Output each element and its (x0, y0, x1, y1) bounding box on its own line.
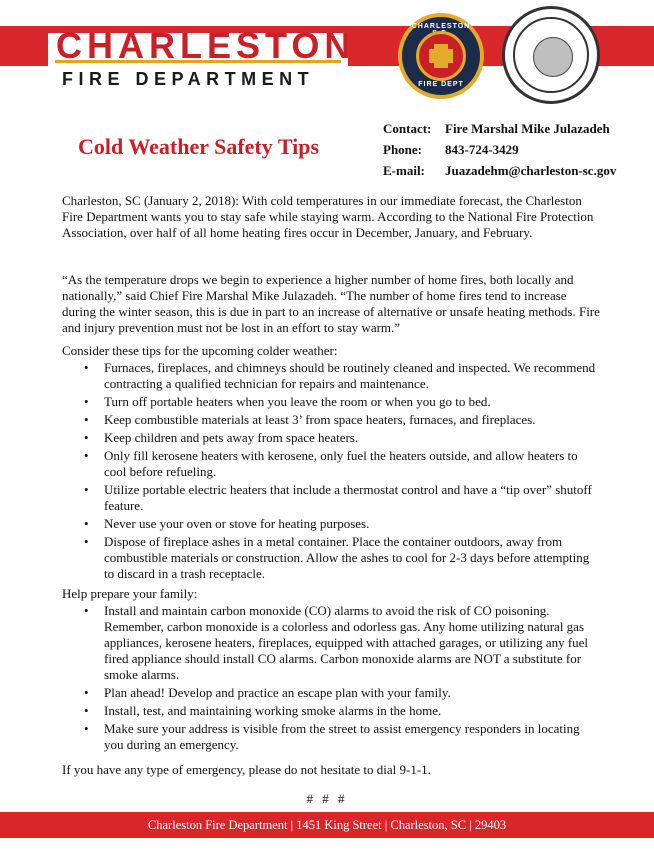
quote-paragraph: “As the temperature drops we begin to experience a higher number of home fires, both locally and nationally,” said Chief Fire Marshal Mike Julazadeh. “The number of home fires tend to increase during the winter season, this is due in part to an increase of alternative or unsafe heating methods. Fire and injury prevention must not be lost in an effort to stay warm.” (62, 272, 600, 335)
footer-address-bar: Charleston Fire Department | 1451 King Street | Charleston, SC | 29403 (0, 812, 654, 838)
family-tips-list (62, 603, 602, 755)
end-mark: # # # (306, 791, 348, 806)
list-item (62, 412, 602, 428)
list-item-text: Dispose of fireplace ashes in a metal container. Place the container outdoors, away from combustible materials or construction. Allow the ashes to cool for 2-3 days before attempting to discard in a trash receptacle. (104, 534, 590, 581)
bullet-icon: • (84, 703, 89, 718)
intro-paragraph: Charleston, SC (January 2, 2018): With cold temperatures in our immediate forecast, the Charleston Fire Department wants you to stay safe while staying warm. According to the National Fire Protection Association, over half of all home heating fires occur in December, January, and February. (62, 193, 594, 240)
contact-name: Fire Marshal Mike Julazadeh (445, 121, 610, 136)
badge-text-top: CHARLESTON (411, 23, 471, 30)
closing-paragraph: If you have any type of emergency, please do not hesitate to dial 9-1-1. (62, 762, 431, 777)
contact-label: Contact: (383, 121, 432, 136)
contact-block (383, 118, 616, 181)
list-item (62, 603, 602, 683)
bullet-icon: • (84, 360, 89, 375)
bullet-icon: • (84, 721, 89, 736)
list-item (62, 482, 602, 514)
contact-label: Phone: (383, 142, 422, 157)
family-intro: Help prepare your family: (62, 586, 198, 601)
bullet-icon: • (84, 482, 89, 497)
list-item (62, 394, 602, 410)
list-item (62, 430, 602, 446)
tips-intro: Consider these tips for the upcoming colder weather: (62, 343, 338, 358)
bullet-icon: • (84, 603, 89, 618)
seal-ring (513, 17, 589, 93)
badge-text-bottom: FIRE DEPT (418, 81, 464, 88)
contact-email[interactable]: Juazadehm@charleston-sc.gov (445, 163, 617, 178)
bullet-icon: • (84, 448, 89, 463)
bullet-icon: • (84, 394, 89, 409)
list-item-text: Make sure your address is visible from the street to assist emergency responders in locating you during an emergency. (104, 721, 580, 752)
list-item-text: Turn off portable heaters when you leave the room or when you go to bed. (104, 394, 491, 409)
list-item (62, 703, 602, 719)
contact-row (383, 139, 616, 160)
list-item-text: Plan ahead! Develop and practice an escape plan with your family. (104, 685, 451, 700)
bullet-icon: • (84, 430, 89, 445)
dept-subtitle: FIRE DEPARTMENT (62, 69, 315, 89)
maltese-cross-icon (416, 31, 466, 81)
dept-name: CHARLESTON (56, 25, 356, 66)
list-item-text: Install and maintain carbon monoxide (CO) alarms to avoid the risk of CO poisoning. Remember, carbon monoxide is a colorless and odorless gas. Any home utilizing natural gas appliances, kerosene heaters, fireplaces, equipped with attached garages, or utilizing any fuel fired appliance should install CO alarms. Carbon monoxide alarms are NOT a substitute for smoke alarms. (104, 603, 589, 682)
list-item (62, 360, 602, 392)
contact-row (383, 118, 616, 139)
bullet-icon: • (84, 516, 89, 531)
fire-badge-logo (398, 13, 484, 99)
city-seal-logo (502, 6, 600, 104)
contact-phone[interactable]: 843-724-3429 (445, 142, 519, 157)
safety-tips-list (62, 360, 602, 584)
list-item-text: Install, test, and maintaining working smoke alarms in the home. (104, 703, 442, 718)
list-item-text: Utilize portable electric heaters that include a thermostat control and have a “tip over” shutoff feature. (104, 482, 592, 513)
list-item-text: Keep children and pets away from space heaters. (104, 430, 359, 445)
contact-row (383, 160, 616, 181)
bullet-icon: • (84, 534, 89, 549)
list-item (62, 534, 602, 582)
list-item (62, 685, 602, 701)
bullet-icon: • (84, 412, 89, 427)
contact-label: E-mail: (383, 163, 425, 178)
list-item-text: Keep combustible materials at least 3’ from space heaters, furnaces, and fireplaces. (104, 412, 536, 427)
list-item (62, 721, 602, 753)
list-item-text: Only fill kerosene heaters with kerosene, only fuel the heaters outside, and allow heaters to cool before refueling. (104, 448, 578, 479)
list-item (62, 516, 602, 532)
letterhead (0, 0, 654, 110)
document-title: Cold Weather Safety Tips (78, 134, 320, 159)
seal-emblem-icon (533, 37, 573, 77)
bullet-icon: • (84, 685, 89, 700)
list-item-text: Furnaces, fireplaces, and chimneys should be routinely cleaned and inspected. We recommend contracting a qualified technician for repairs and maintenance. (104, 360, 596, 391)
list-item-text: Never use your oven or stove for heating purposes. (104, 516, 370, 531)
list-item (62, 448, 602, 480)
